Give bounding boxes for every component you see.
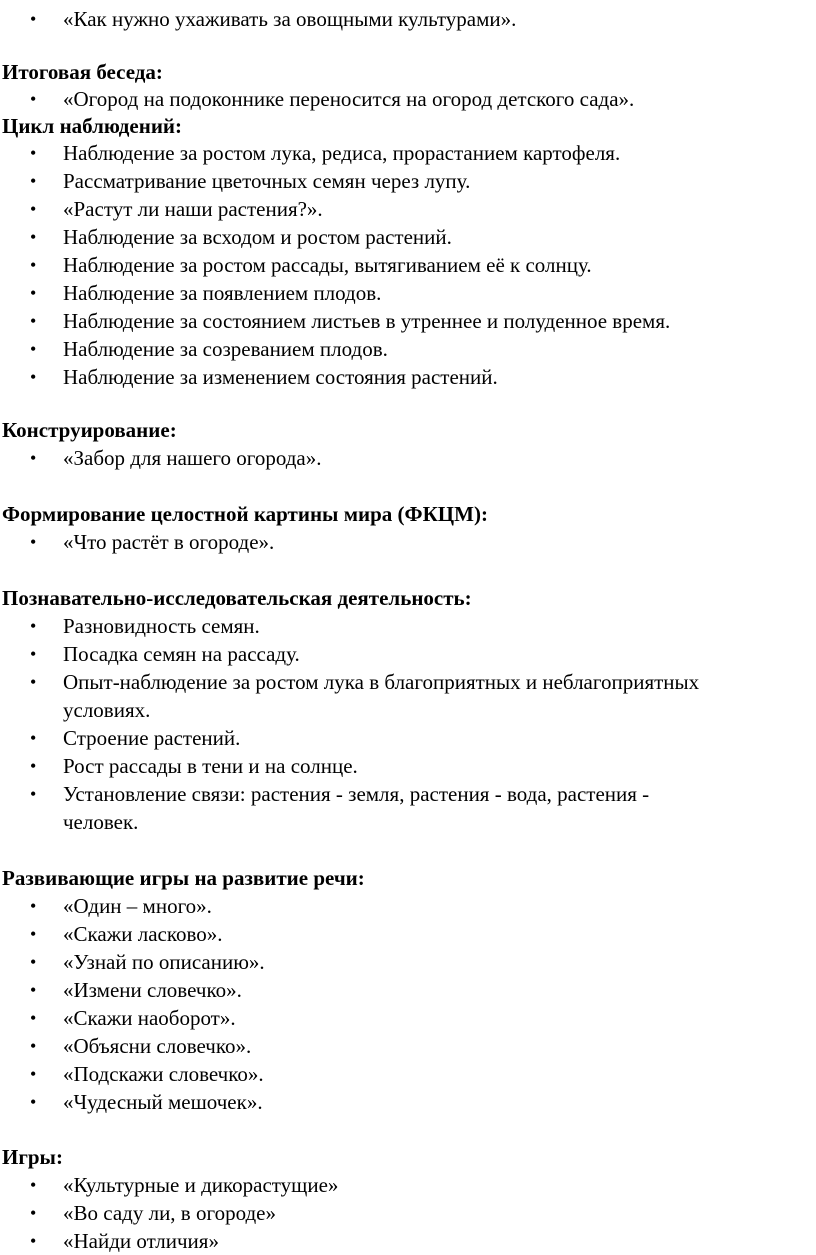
list-item-text: «Измени словечко». — [63, 978, 242, 1002]
bullet: • — [30, 1036, 37, 1056]
bullet: • — [30, 1008, 37, 1028]
section-heading: Конструирование: — [2, 418, 177, 442]
section-heading: Формирование целостной картины мира (ФКЦМ): — [2, 502, 488, 526]
list-item-text: Рассматривание цветочных семян через лупу. — [63, 169, 471, 193]
list-item-text: «Узнай по описанию». — [63, 950, 265, 974]
bullet: • — [30, 1231, 37, 1251]
list-item-text: «Огород на подоконнике переносится на огород детского сада». — [63, 87, 635, 111]
list-item-text: «Найди отличия» — [63, 1229, 219, 1253]
list-item-text: Наблюдение за состоянием листьев в утреннее и полуденное время. — [63, 309, 671, 333]
bullet: • — [30, 227, 37, 247]
list-item-text: «Чудесный мешочек». — [63, 1090, 263, 1114]
bullet: • — [30, 644, 37, 664]
list-item-text: Рост рассады в тени и на солнце. — [63, 754, 358, 778]
bullet: • — [30, 448, 37, 468]
list-item-continuation: условиях. — [63, 698, 151, 722]
list-item-text: Посадка семян на рассаду. — [63, 642, 300, 666]
list-item-text: «Скажи ласково». — [63, 922, 223, 946]
section-heading: Развивающие игры на развитие речи: — [2, 866, 365, 890]
list-item-text: Разновидность семян. — [63, 614, 260, 638]
list-item-text: Наблюдение за изменением состояния растений. — [63, 365, 498, 389]
list-item-text: «Во саду ли, в огороде» — [63, 1201, 276, 1225]
bullet: • — [30, 924, 37, 944]
bullet: • — [30, 311, 37, 331]
bullet: • — [30, 1092, 37, 1112]
list-item-text: Наблюдение за ростом лука, редиса, прорастанием картофеля. — [63, 141, 621, 165]
bullet: • — [30, 339, 37, 359]
bullet: • — [30, 367, 37, 387]
bullet: • — [30, 1175, 37, 1195]
list-item-text: «Как нужно ухаживать за овощными культурами». — [63, 7, 517, 31]
list-item-text: «Подскажи словечко». — [63, 1062, 264, 1086]
list-item-text: Установление связи: растения - земля, растения - вода, растения - — [63, 782, 650, 806]
bullet: • — [30, 616, 37, 636]
bullet: • — [30, 896, 37, 916]
bullet: • — [30, 1203, 37, 1223]
bullet: • — [30, 283, 37, 303]
list-item-text: «Растут ли наши растения?». — [63, 197, 323, 221]
section-heading: Познавательно-исследовательская деятельность: — [2, 586, 472, 610]
bullet: • — [30, 952, 37, 972]
bullet: • — [30, 980, 37, 1000]
list-item-text: «Культурные и дикорастущие» — [63, 1173, 339, 1197]
bullet: • — [30, 171, 37, 191]
section-heading: Игры: — [2, 1145, 63, 1169]
bullet: • — [30, 532, 37, 552]
list-item-text: Строение растений. — [63, 726, 241, 750]
section-heading: Цикл наблюдений: — [2, 114, 183, 138]
list-item-continuation: человек. — [63, 810, 139, 834]
list-item-text: «Забор для нашего огорода». — [63, 446, 322, 470]
bullet: • — [30, 784, 37, 804]
bullet: • — [30, 672, 37, 692]
list-item-text: Наблюдение за появлением плодов. — [63, 281, 382, 305]
bullet: • — [30, 143, 37, 163]
list-item-text: Опыт-наблюдение за ростом лука в благоприятных и неблагоприятных — [63, 670, 700, 694]
list-item-text: «Объясни словечко». — [63, 1034, 252, 1058]
bullet: • — [30, 756, 37, 776]
list-item-text: Наблюдение за всходом и ростом растений. — [63, 225, 452, 249]
list-item-text: «Скажи наоборот». — [63, 1006, 236, 1030]
list-item-text: «Один – много». — [63, 894, 212, 918]
section-heading: Итоговая беседа: — [2, 60, 163, 84]
bullet: • — [30, 199, 37, 219]
bullet: • — [30, 728, 37, 748]
bullet: • — [30, 89, 37, 109]
bullet: • — [30, 1064, 37, 1084]
bullet: • — [30, 255, 37, 275]
list-item-text: Наблюдение за созреванием плодов. — [63, 337, 388, 361]
list-item-text: Наблюдение за ростом рассады, вытягиванием её к солнцу. — [63, 253, 592, 277]
bullet: • — [30, 9, 37, 29]
list-item-text: «Что растёт в огороде». — [63, 530, 275, 554]
